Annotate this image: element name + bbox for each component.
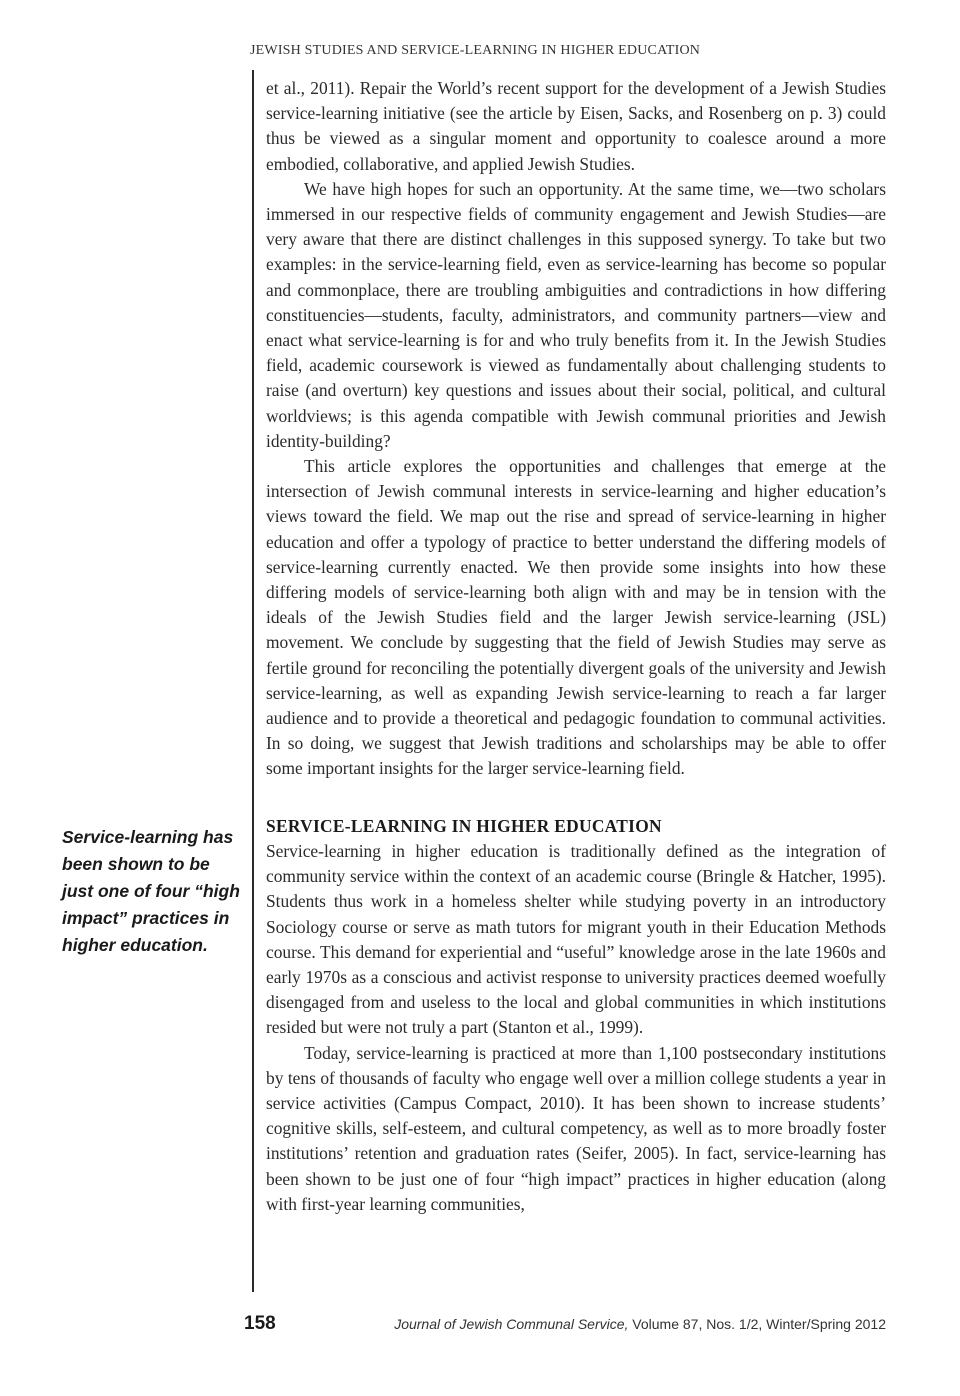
pull-quote: Service-learning has been shown to be just one of four “high impact” practices in higher education. (62, 827, 240, 955)
paragraph: Service-learning in higher education is traditionally defined as the integration of community service within the context of an academic course (Bringle & Hatcher, 1995). Students thus work in a homeless shelter while studying poverty in an introductory Sociology course or serve as math tutors for migrant youth in their Education Methods course. This demand for experiential and “useful” knowledge arose in the late 1960s and early 1970s as a conscious and activist response to university practices deemed woefully disengaged from and useless to the local and global communities in which institutions resided but were not truly a part (Stanton et al., 1999). (266, 840, 886, 1038)
journal-title: Journal of Jewish Communal Service, (394, 1316, 629, 1332)
journal-citation (394, 1316, 886, 1332)
column-rule (252, 70, 254, 1292)
page-number: 158 (244, 1313, 276, 1334)
section-heading: SERVICE-LEARNING IN HIGHER EDUCATION (266, 815, 662, 836)
paragraph: We have high hopes for such an opportunity. At the same time, we—two scholars immersed in our respective fields of community engagement and Jewish Studies—are very aware that there are distinct challenges in this supposed synergy. To take but two examples: in the service-learning field, even as service-learning has become so popular and commonplace, there are troubling ambiguities and contradictions in how differing constituencies—students, faculty, administrators, and community partners—view and enact what service-learning is for and who truly benefits from it. In the Jewish Studies field, academic coursework is viewed as fundamentally about challenging students to raise (and overturn) key questions and issues about their social, political, and cultural worldviews; is this agenda compatible with Jewish communal priorities and Jewish identity-building? (266, 178, 886, 451)
body-column (266, 76, 886, 1217)
paragraph: Today, service-learning is practiced at more than 1,100 postsecondary institutions by tens of thousands of faculty who engage well over a million college students a year in service activities (Campus Compact, 2010). It has been shown to increase students’ cognitive skills, self-esteem, and cultural competency, as well as to more broadly foster institutions’ retention and graduation rates (Seifer, 2005). In fact, service-learning has been shown to be just one of four “high impact” practices in higher education (along with first-year learning communities, (266, 1042, 886, 1214)
paragraph: This article explores the opportunities and challenges that emerge at the intersection of Jewish communal interests in service-learning and higher education’s views toward the field. We map out the rise and spread of service-learning in higher education and offer a typology of practice to better understand the differing models of service-learning currently enacted. We then provide some insights into how these differing models of service-learning both align with and may be in tension with the ideals of the Jewish Studies field and the larger Jewish service-learning (JSL) movement. We conclude by suggesting that the field of Jewish Studies may serve as fertile ground for reconciling the potentially divergent goals of the university and Jewish service-learning, as well as expanding Jewish service-learning to reach a far larger audience and to provide a theoretical and pedagogic foundation to communal activities. In so doing, we suggest that Jewish traditions and scholarships may be able to offer some important insights for the larger service-learning field. (266, 456, 886, 779)
issue-info: Volume 87, Nos. 1/2, Winter/Spring 2012 (628, 1316, 886, 1332)
running-head: JEWISH STUDIES AND SERVICE-LEARNING IN HIGHER EDUCATION (250, 43, 701, 58)
paragraph-continued: et al., 2011). Repair the World’s recent support for the development of a Jewish Studies service-learning initiative (see the article by Eisen, Sacks, and Rosenberg on p. 3) could thus be viewed as a singular moment and opportunity to coalesce around a more embodied, collaborative, and applied Jewish Studies. (266, 78, 886, 174)
